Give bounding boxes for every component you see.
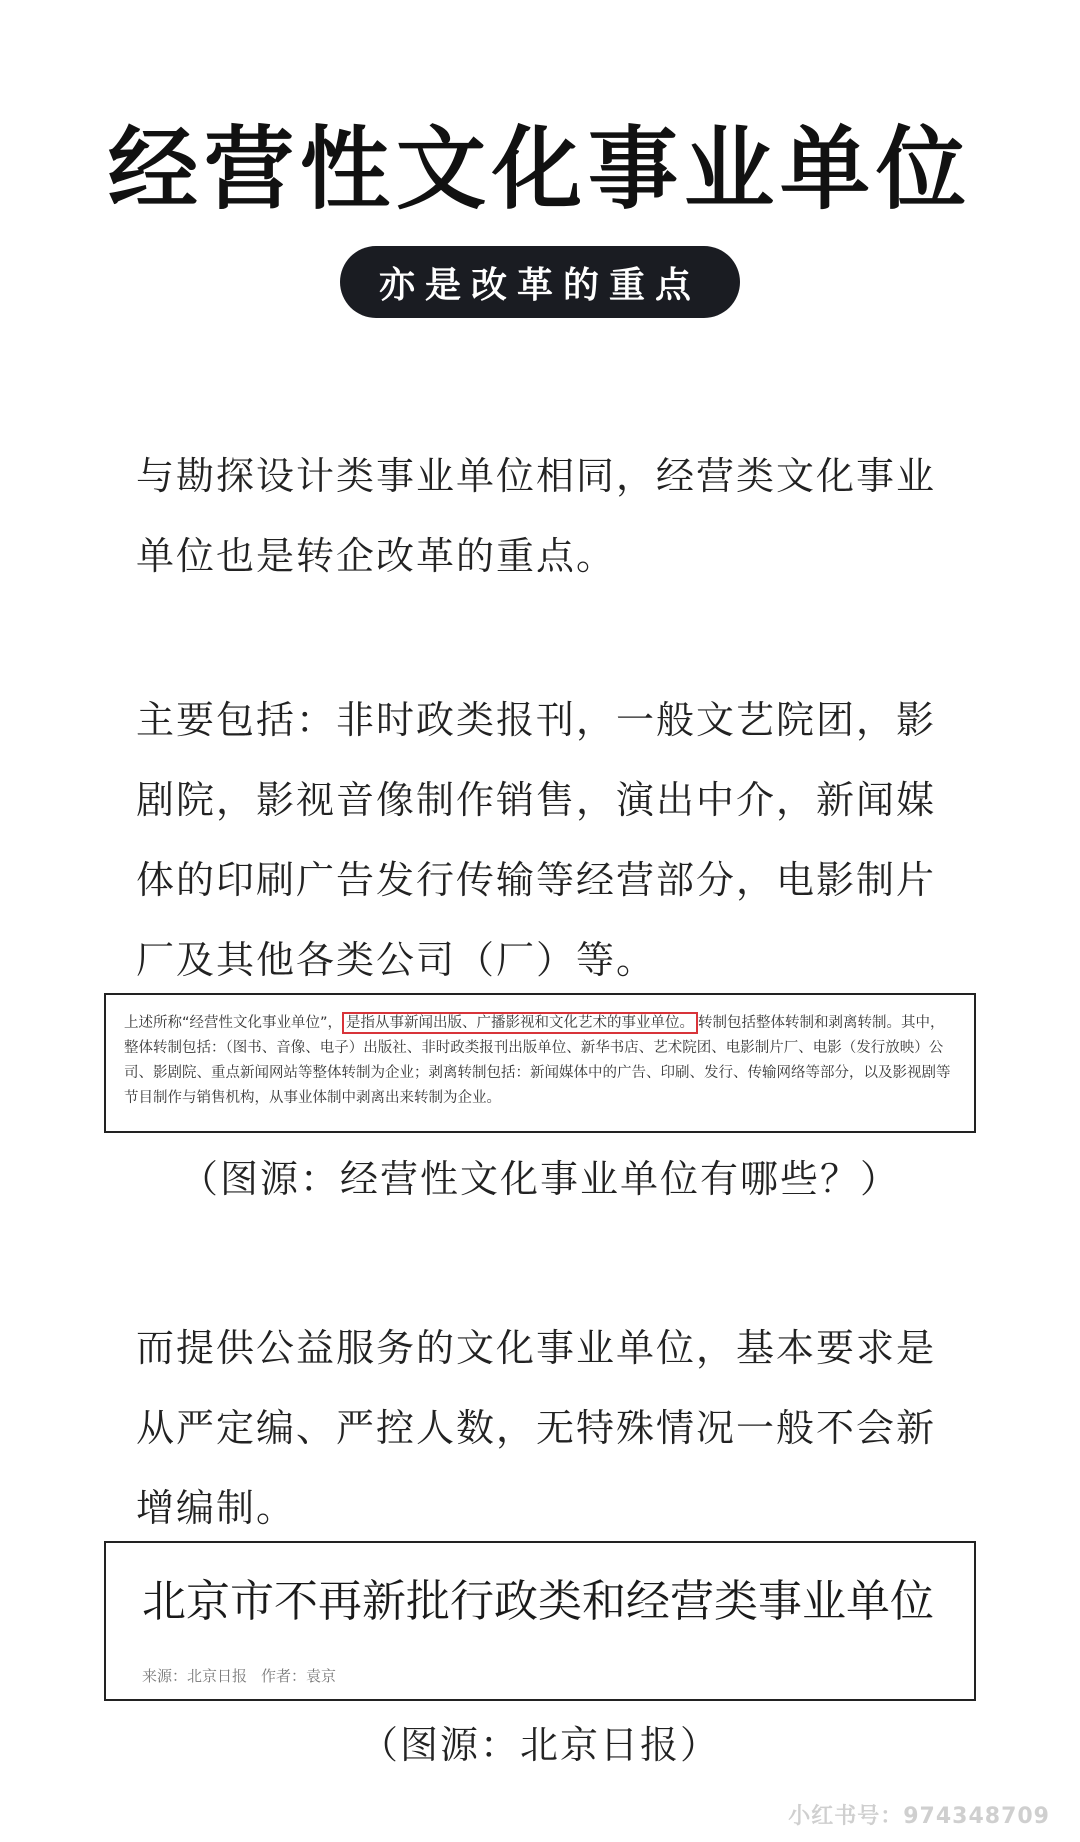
image-caption-1: （图源：经营性文化事业单位有哪些？） xyxy=(179,1157,900,1201)
image-caption-2: （图源：北京日报） xyxy=(359,1723,720,1767)
paragraph-scope: 主要包括：非时政类报刊，一般文艺院团，影剧院，影视音像制作销售，演出中介，新闻媒体的印刷广告发行传输等经营部分，电影制片厂及其他各类公司（厂）等。 xyxy=(136,698,937,982)
page-title: 经营性文化事业单位 xyxy=(108,117,972,222)
subtitle-text: 亦是改革的重点 xyxy=(378,264,701,306)
paragraph-public-service: 而提供公益服务的文化事业单位，基本要求是从严定编、严控人数，无特殊情况一般不会新增编制。 xyxy=(136,1326,937,1530)
news-meta xyxy=(142,1665,336,1686)
news-source: 来源：北京日报 xyxy=(142,1667,248,1685)
news-author: 作者：袁京 xyxy=(261,1667,337,1685)
quote-screenshot-definition xyxy=(104,993,976,1133)
paragraph-intro: 与勘探设计类事业单位相同，经营类文化事业单位也是转企改革的重点。 xyxy=(136,454,937,578)
quote-definition-lead: 上述所称“经营性文化事业单位”， xyxy=(124,1015,343,1031)
quote-definition-text xyxy=(124,1011,956,1111)
news-headline: 北京市不再新批行政类和经营类事业单位 xyxy=(142,1576,934,1627)
quote-screenshot-news xyxy=(104,1541,976,1701)
quote-definition-highlight: 是指从事新闻出版、广播影视和文化艺术的事业单位。 xyxy=(342,1012,698,1034)
watermark: 小红书号：974348709 xyxy=(788,1804,1050,1829)
subtitle-badge xyxy=(340,246,740,318)
quote-definition-rest: 转制包括整体转制和剥离转制。其中，整体转制包括：（图书、音像、电子）出版社、非时政类报刊出版单位、新华书店、艺术院团、电影制片厂、电影（发行放映）公司、影剧院、重点新闻网站等整体转制为企业；剥离转制包括：新闻媒体中的广告、印刷、发行、传输网络等部分，以及影视剧等节目制作与销售机构，从事业体制中剥离出来转制为企业。 xyxy=(124,1015,951,1106)
